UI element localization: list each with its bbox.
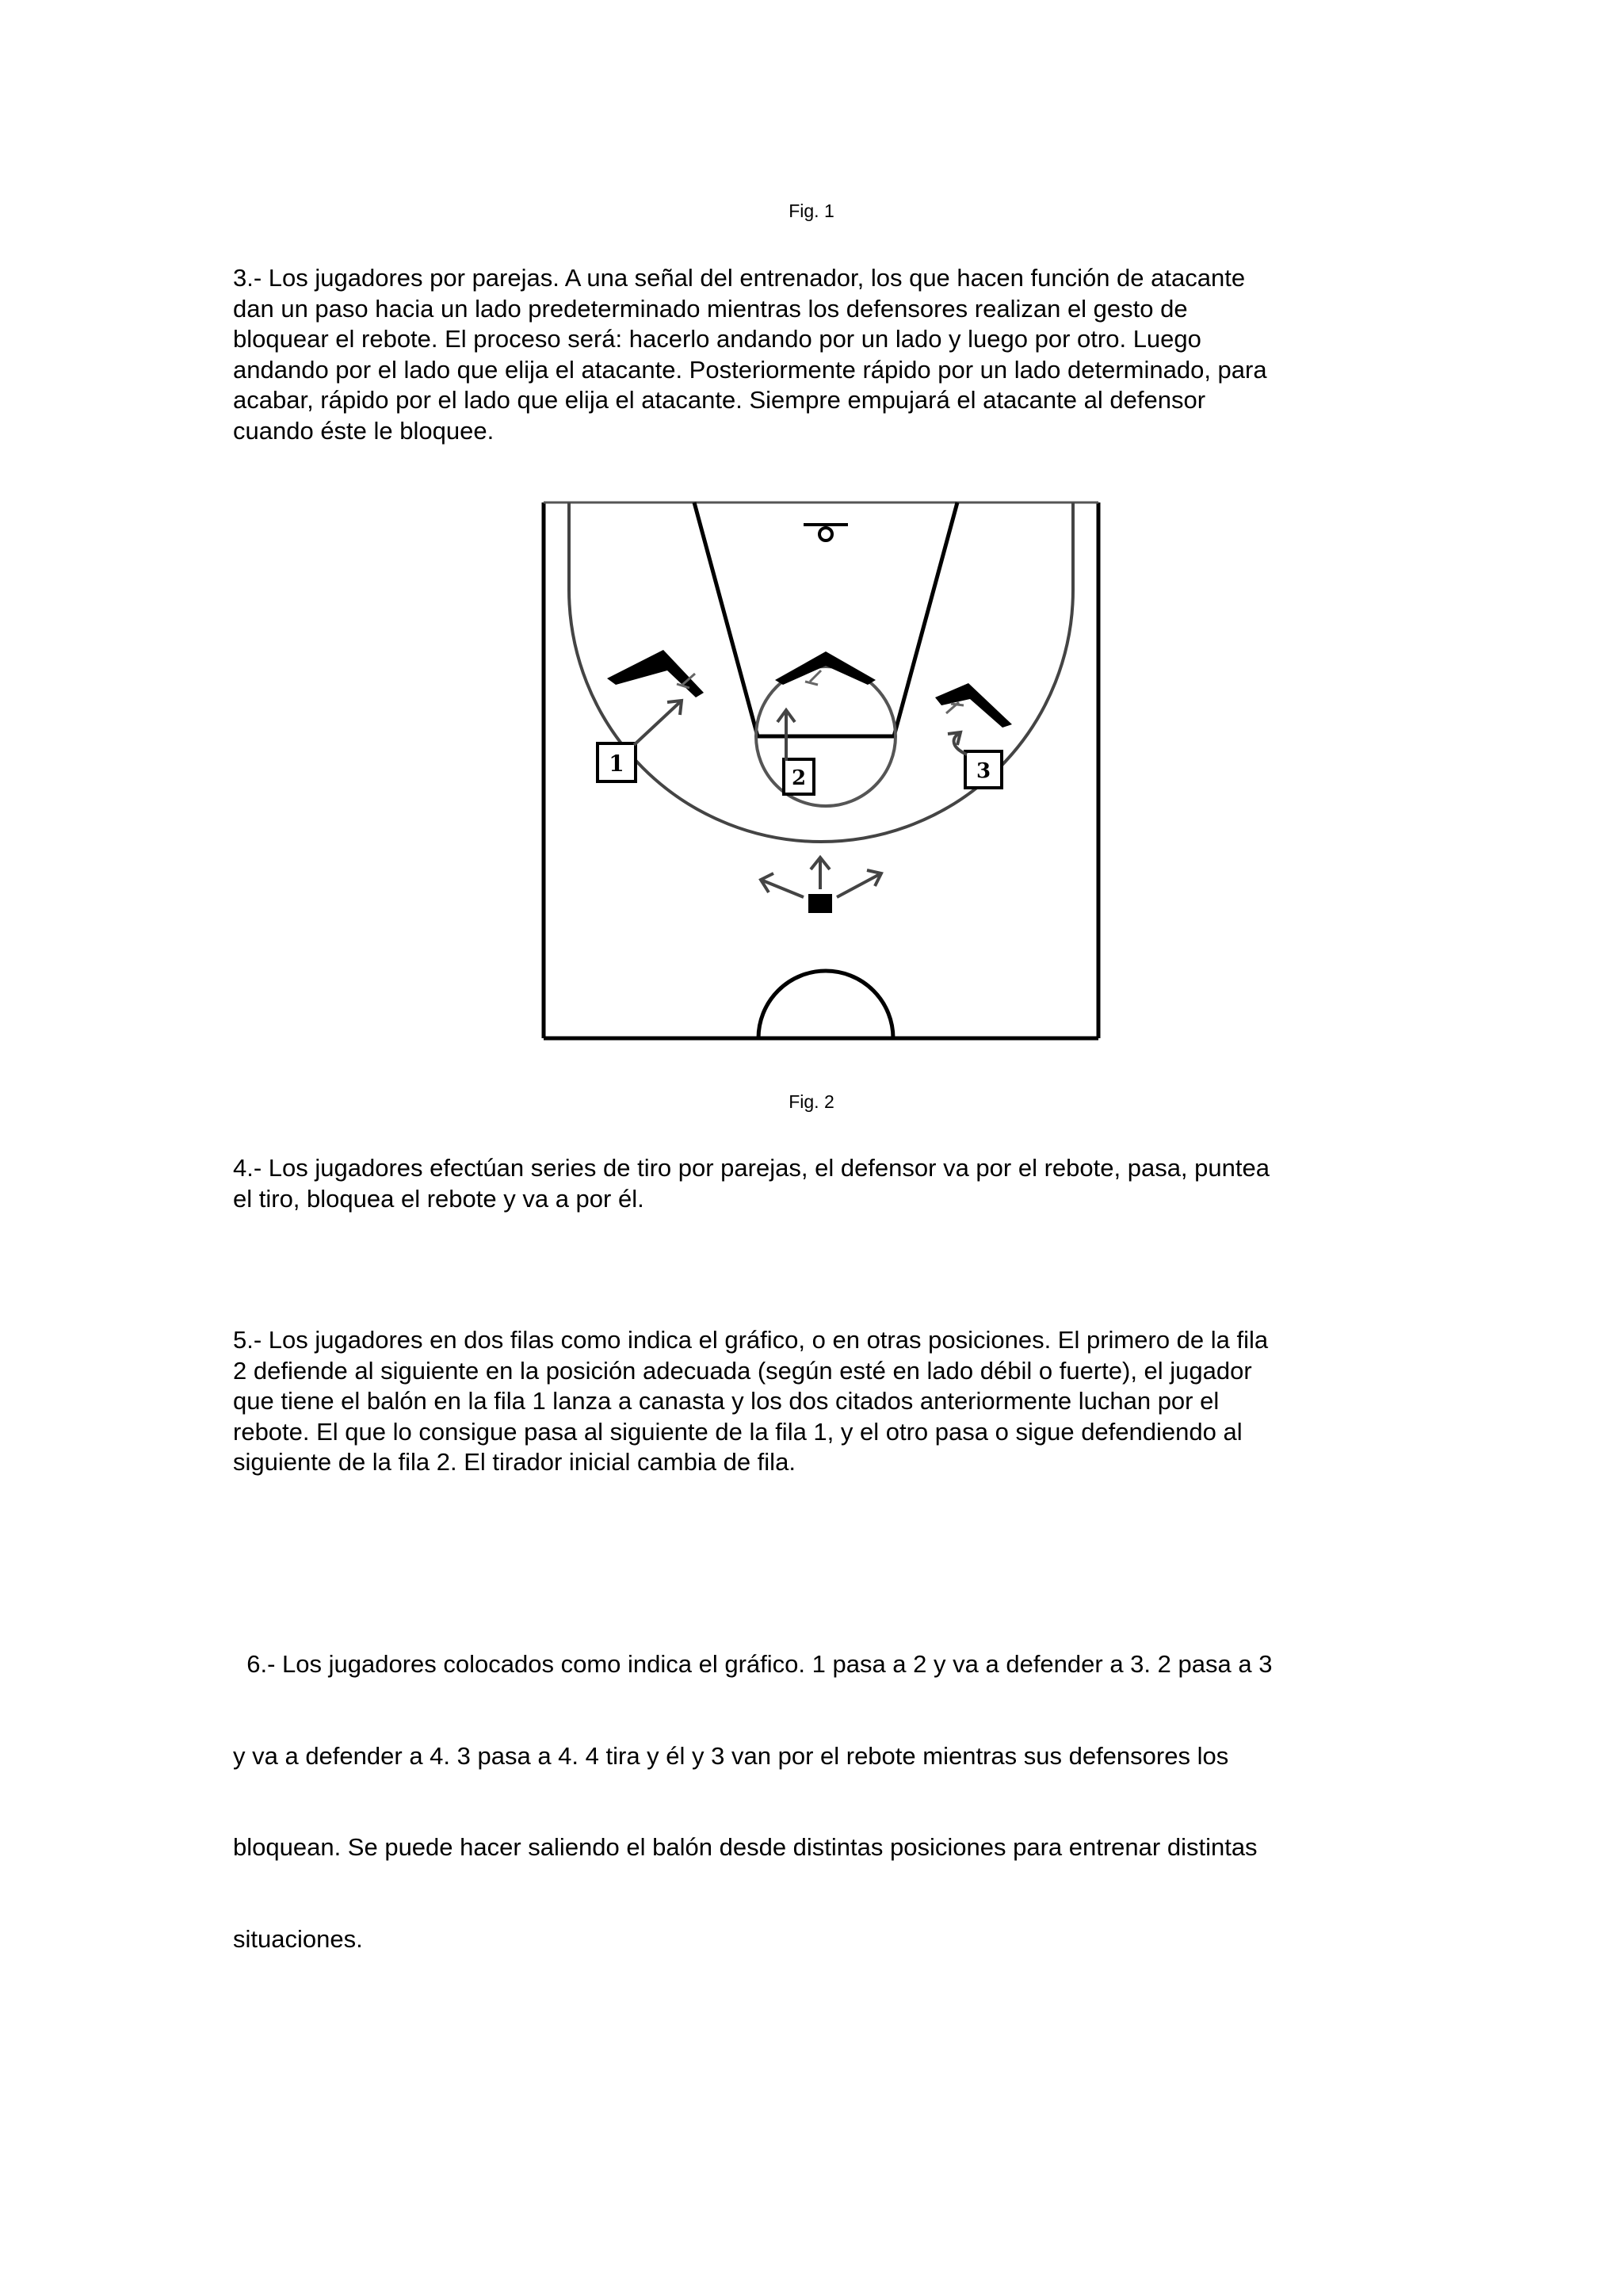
- key-lanes: [694, 502, 957, 736]
- paragraph-6-line: situaciones.: [233, 1924, 363, 1953]
- paragraph-3-line: bloquear el rebote. El proceso será: hacerlo andando por un lado y luego por otro. Luego: [233, 325, 1201, 353]
- defender-left-icon: [607, 650, 704, 697]
- player-3: [965, 751, 1002, 788]
- player-1: [598, 743, 636, 781]
- fig1-caption: Fig. 1: [789, 201, 834, 221]
- paragraph-5: [233, 1325, 1406, 1478]
- paragraph-3-line: dan un paso hacia un lado predeterminado mientras los defensores realizan el gesto de: [233, 294, 1188, 323]
- fig2-caption: Fig. 2: [789, 1091, 834, 1112]
- player-3-label: 3: [976, 759, 991, 783]
- paragraph-5-line: rebote. El que lo consigue pasa al siguiente de la fila 1, y el otro pasa o sigue defendiendo al: [233, 1417, 1243, 1446]
- player-2-label: 2: [791, 766, 807, 790]
- arrow-player-1-icon: [634, 701, 682, 745]
- basket-icon: [804, 525, 848, 541]
- defender-right-icon: [935, 683, 1012, 728]
- paragraph-5-line: que tiene el balón en la fila 1 lanza a canasta y los dos citados anteriormente luchan por el: [233, 1387, 1220, 1415]
- paragraph-3-line: 3.- Los jugadores por parejas. A una señal del entrenador, los que hacen función de atacante: [233, 264, 1246, 292]
- player-1-label: 1: [609, 751, 624, 777]
- coach-arrow-up-icon: [811, 858, 830, 889]
- paragraph-5-line: 2 defiende al siguiente en la posición adecuada (según esté en lado débil o fuerte), el jugador: [233, 1356, 1252, 1385]
- paragraph-4-line: 4.- Los jugadores efectúan series de tiro por parejas, el defensor va por el rebote, pasa, puntea: [233, 1154, 1270, 1182]
- coach-arrow-right-icon: [837, 870, 881, 897]
- paragraph-6-line: y va a defender a 4. 3 pasa a 4. 4 tira y él y 3 van por el rebote mientras sus defensores los: [233, 1741, 1229, 1770]
- center-circle: [758, 971, 893, 1038]
- paragraph-5-line: 5.- Los jugadores en dos filas como indica el gráfico, o en otras posiciones. El primero de la fila: [233, 1326, 1269, 1354]
- paragraph-6-line: 6.- Los jugadores colocados como indica el gráfico. 1 pasa a 2 y va a defender a 3. 2 pasa a 3: [233, 1650, 1273, 1678]
- paragraph-4: [233, 1153, 1406, 1214]
- paragraph-5-line: siguiente de la fila 2. El tirador inicial cambia de fila.: [233, 1448, 796, 1476]
- paragraph-3-line: acabar, rápido por el lado que elija el atacante. Siempre empujará el atacante al defensor: [233, 386, 1206, 414]
- paragraph-6: [233, 1588, 1406, 1985]
- paragraph-6-line: bloquean. Se puede hacer saliendo el balón desde distintas posiciones para entrenar distintas: [233, 1833, 1258, 1861]
- basketball-court-diagram: [539, 495, 1103, 1043]
- coach-icon: [808, 894, 832, 913]
- paragraph-3-line: cuando éste le bloquee.: [233, 416, 495, 445]
- player-2: [784, 759, 814, 794]
- paragraph-4-line: el tiro, bloquea el rebote y va a por él.: [233, 1184, 644, 1213]
- coach-arrow-left-icon: [761, 873, 804, 897]
- paragraph-3-line: andando por el lado que elija el atacante. Posteriormente rápido por un lado determinado, para: [233, 355, 1267, 384]
- paragraph-3: [233, 263, 1406, 446]
